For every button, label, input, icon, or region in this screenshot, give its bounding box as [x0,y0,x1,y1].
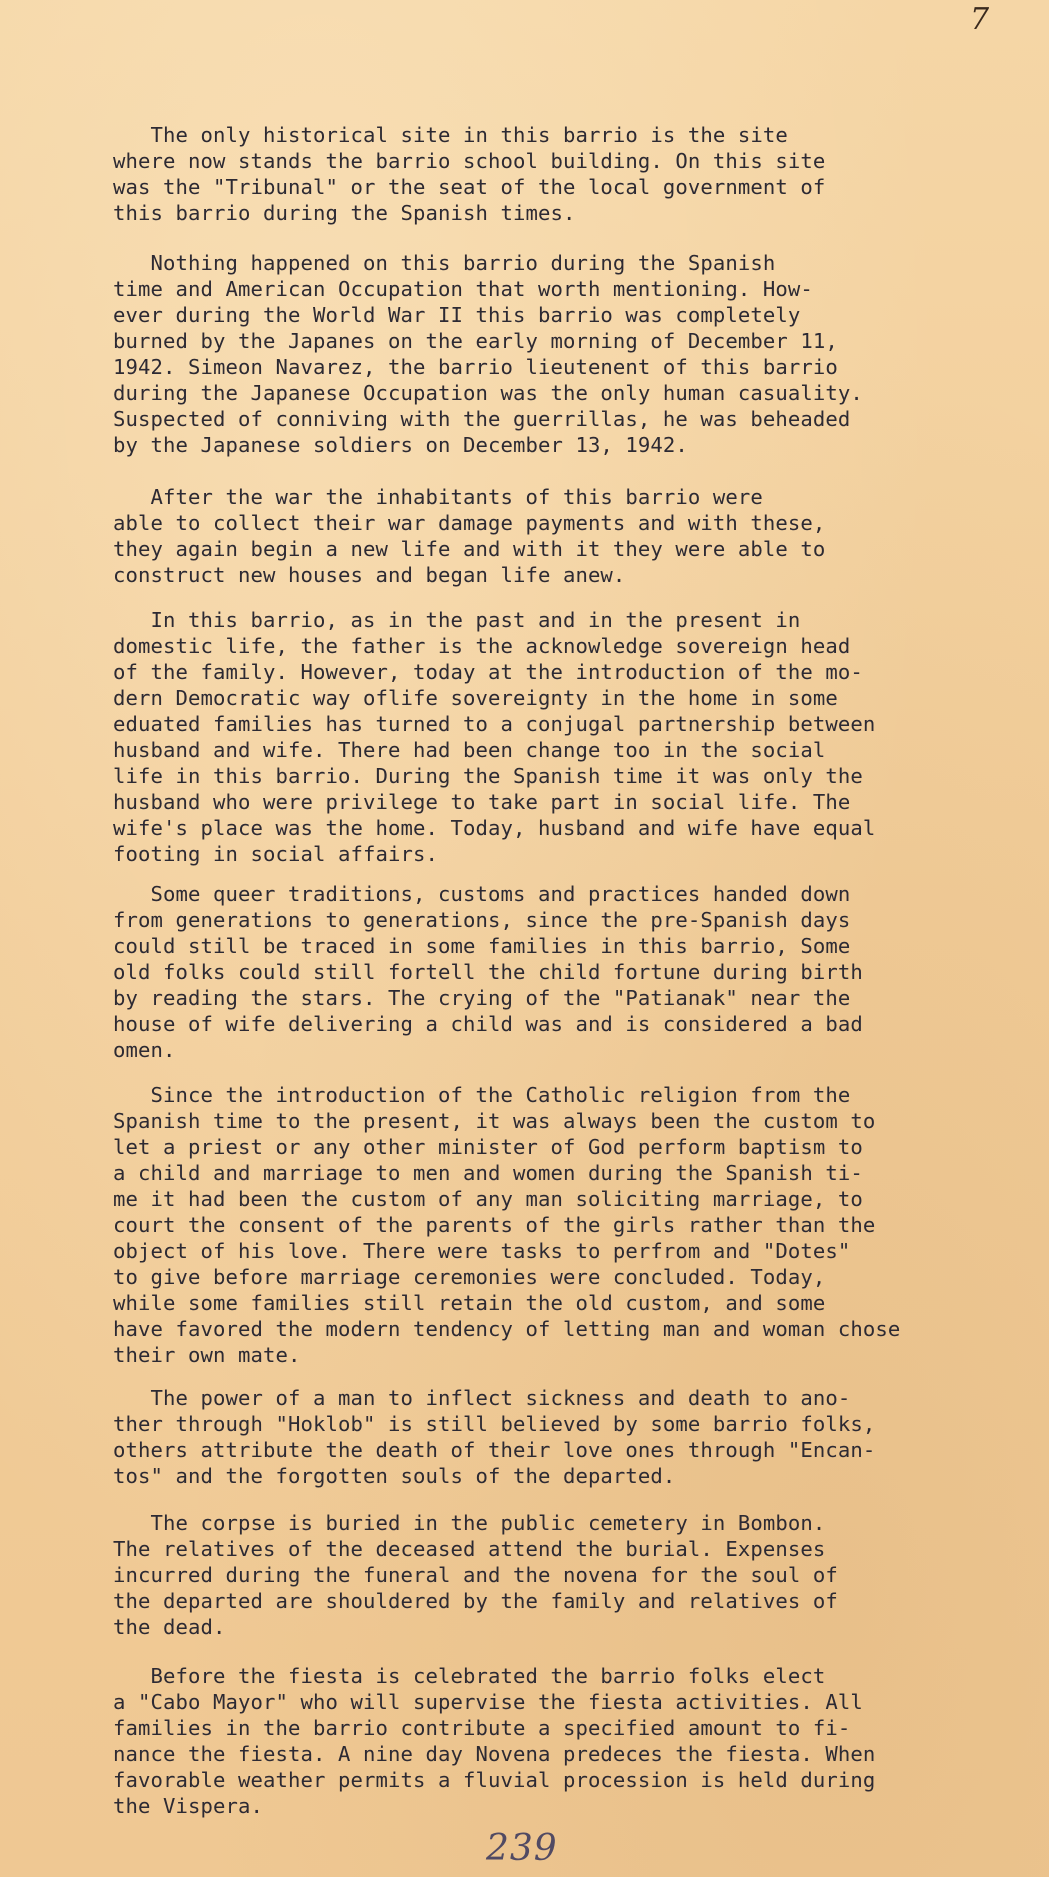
text-line: by reading the stars. The crying of the "Patianak" near the [88,986,851,1010]
text-line: The only historical site in this barrio is the site [88,123,788,147]
text-line: ther through "Hoklob" is still believed by some barrio folks, [88,1412,876,1436]
text-line: domestic life, the father is the acknowledge sovereign head [88,634,851,658]
text-line: old folks could still fortell the child fortune during birth [88,960,863,984]
text-line: the departed are shouldered by the family and relatives of [88,1589,838,1613]
text-line: Nothing happened on this barrio during the Spanish [88,251,776,275]
paragraph-domestic-life [88,607,1028,867]
text-line: house of wife delivering a child was and is considered a bad [88,1012,863,1036]
text-line: where now stands the barrio school building. On this site [88,149,826,173]
text-line: able to collect their war damage payments and with these, [88,511,826,535]
text-line: Spanish time to the present, it was always been the custom to [88,1109,876,1133]
text-line: a "Cabo Mayor" who will supervise the fiesta activities. All [88,1690,863,1714]
text-line: The relatives of the deceased attend the burial. Expenses [88,1537,826,1561]
paragraph-war-history [88,250,1028,458]
text-line: 1942. Simeon Navarez, the barrio lieutenent of this barrio [88,355,838,379]
text-line: incurred during the funeral and the novena for the soul of [88,1563,838,1587]
text-line: The power of a man to inflect sickness and death to ano- [88,1386,851,1410]
text-line: husband who were privilege to take part in social life. The [88,790,851,814]
text-line: favorable weather permits a fluvial procession is held during [88,1768,876,1792]
text-line: by the Japanese soldiers on December 13, 1942. [88,433,688,457]
text-line: burned by the Japanes on the early morning of December 11, [88,329,838,353]
text-line: object of his love. There were tasks to perfrom and "Dotes" [88,1239,851,1263]
text-line: The corpse is buried in the public cemetery in Bombon. [88,1511,826,1535]
text-line: Some queer traditions, customs and practices handed down [88,882,851,906]
text-line: a child and marriage to men and women during the Spanish ti- [88,1161,863,1185]
paragraph-fiesta [88,1663,1028,1819]
text-line: life in this barrio. During the Spanish time it was only the [88,764,863,788]
text-line: let a priest or any other minister of God perform baptism to [88,1135,863,1159]
text-line: while some families still retain the old custom, and some [88,1291,826,1315]
text-line: others attribute the death of their love ones through "Encan- [88,1438,876,1462]
text-line: have favored the modern tendency of letting man and woman chose [88,1317,901,1341]
text-line: footing in social affairs. [88,842,438,866]
text-line: time and American Occupation that worth mentioning. How- [88,277,813,301]
text-line: families in the barrio contribute a specified amount to fi- [88,1716,851,1740]
paragraph-catholic-customs [88,1082,1028,1368]
text-line: their own mate. [88,1343,301,1367]
text-line: the Vispera. [88,1794,263,1818]
corner-page-mark: 7 [970,2,990,37]
text-line: Since the introduction of the Catholic religion from the [88,1083,851,1107]
text-line: the dead. [88,1615,226,1639]
text-line: they again begin a new life and with it they were able to [88,537,826,561]
text-line: nance the fiesta. A nine day Novena predeces the fiesta. When [88,1742,876,1766]
text-line: dern Democratic way oflife sovereignty in the home in some [88,686,838,710]
text-line: wife's place was the home. Today, husband and wife have equal [88,816,876,840]
text-line: tos" and the forgotten souls of the departed. [88,1464,676,1488]
text-line: construct new houses and began life anew. [88,563,626,587]
text-line: this barrio during the Spanish times. [88,201,576,225]
text-line: omen. [88,1038,176,1062]
text-line: was the "Tribunal" or the seat of the local government of [88,175,826,199]
paragraph-after-war [88,484,1028,588]
text-line: during the Japanese Occupation was the only human casuality. [88,381,863,405]
text-line: me it had been the custom of any man soliciting marriage, to [88,1187,863,1211]
handwritten-page-number: 239 [486,1828,558,1869]
paragraph-historical-site [88,122,1028,226]
text-line: After the war the inhabitants of this barrio were [88,485,763,509]
text-line: eduated families has turned to a conjugal partnership between [88,712,876,736]
text-line: Suspected of conniving with the guerrillas, he was beheaded [88,407,851,431]
text-line: court the consent of the parents of the girls rather than the [88,1213,876,1237]
text-line: In this barrio, as in the past and in the present in [88,608,801,632]
text-line: ever during the World War II this barrio was completely [88,303,801,327]
text-line: from generations to generations, since the pre-Spanish days [88,908,851,932]
text-line: could still be traced in some families in this barrio, Some [88,934,851,958]
paragraph-beliefs [88,1385,1028,1489]
paragraph-burial [88,1510,1028,1640]
paragraph-traditions [88,881,1028,1063]
text-line: to give before marriage ceremonies were concluded. Today, [88,1265,826,1289]
text-line: husband and wife. There had been change too in the social [88,738,826,762]
text-line: of the family. However, today at the introduction of the mo- [88,660,863,684]
text-line: Before the fiesta is celebrated the barrio folks elect [88,1664,826,1688]
